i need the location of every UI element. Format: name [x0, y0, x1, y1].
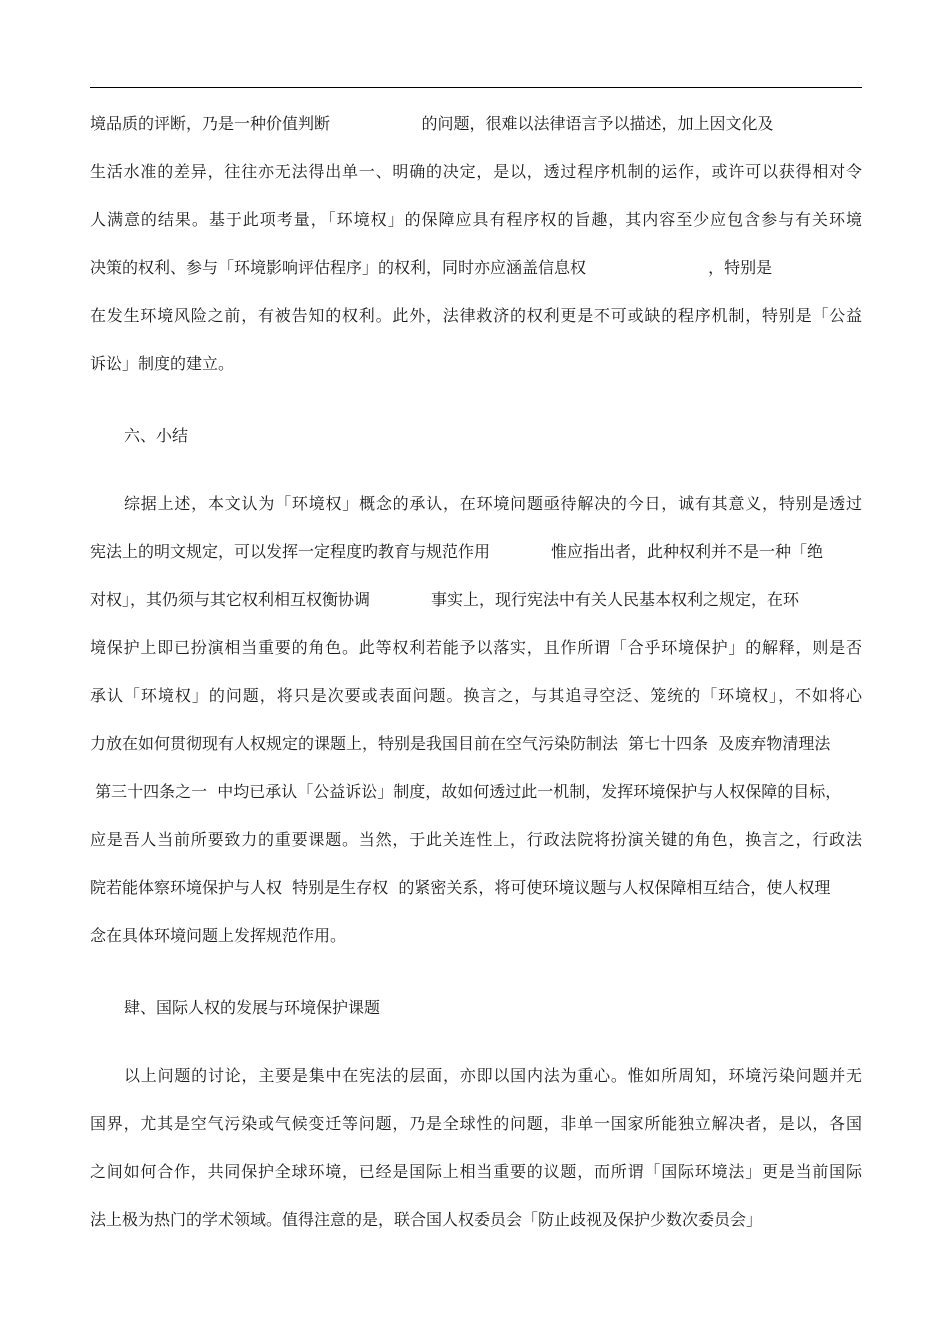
text-line: 力放在如何贯彻现有人权规定的课题上，特别是我国目前在空气污染防制法 第七十四条 及废弃物清理法	[90, 734, 831, 753]
text-line: 境品质的评断，乃是一种价值判断 的问题，很难以法律语言予以描述，加上因文化及	[90, 114, 774, 133]
header-rule	[90, 87, 862, 88]
text-line: 生活水准的差异，往往亦无法得出单一、明确的决定，是以，透过程序机制的运作，或许可以获得相对令	[90, 162, 862, 181]
text-line: 综据上述，本文认为「环境权」概念的承认，在环境问题亟待解决的今日，诚有其意义，特别是透过	[124, 494, 862, 513]
text-line: 宪法上的明文规定，可以发挥一定程度旳教育与规范作用 惟应指出者，此种权利并不是一种「绝	[90, 542, 824, 561]
text-line: 以上问题的讨论，主要是集中在宪法的层面，亦即以国内法为重心。惟如所周知，环境污染问题并无	[124, 1066, 862, 1085]
text-line: 之间如何合作，共同保护全球环境，已经是国际上相当重要的议题，而所谓「国际环境法」更是当前国际	[90, 1162, 862, 1181]
text-line: 承认「环境权」的问题，将只是次要或表面问题。换言之，与其追寻空泛、笼统的「环境权」，不如将心	[90, 686, 862, 705]
text-line: 对权」，其仍须与其它权利相互权衡协调 事实上，现行宪法中有关人民基本权利之规定，在环	[90, 590, 800, 609]
text-line: 决策的权利、参与「环境影响评估程序」的权利，同时亦应涵盖信息权 ，特别是	[90, 258, 773, 277]
text-line: 六、小结	[124, 426, 189, 445]
text-line: 法上极为热门的学术领域。值得注意的是，联合国人权委员会「防止歧视及保护少数次委员会」	[90, 1210, 763, 1229]
text-line: 人满意的结果。基于此项考量，「环境权」的保障应具有程序权的旨趣，其内容至少应包含参与有关环境	[90, 210, 862, 229]
text-line: 国界，尤其是空气污染或气候变迁等问题，乃是全球性的问题，非单一国家所能独立解决者，是以，各国	[90, 1114, 862, 1133]
text-line: 院若能体察环境保护与人权 特别是生存权 的紧密关系，将可使环境议题与人权保障相互结合，使人权理	[90, 878, 831, 897]
text-line: 诉讼」制度的建立。	[90, 354, 235, 373]
text-line: 在发生环境风险之前，有被告知的权利。此外，法律救济的权利更是不可或缺的程序机制，特别是「公益	[90, 306, 862, 325]
text-line: 第三十四条之一 中均已承认「公益诉讼」制度，故如何透过此一机制，发挥环境保护与人权保障的目标，	[90, 782, 842, 801]
text-line: 肆、国际人权的发展与环境保护课题	[124, 998, 381, 1017]
text-line: 境保护上即已扮演相当重要的角色。此等权利若能予以落实，且作所谓「合乎环境保护」的解释，则是否	[90, 638, 862, 657]
text-line: 念在具体环境问题上发挥规范作用。	[90, 926, 347, 945]
text-line: 应是吾人当前所要致力的重要课题。当然，于此关连性上，行政法院将扮演关键的角色，换言之，行政法	[90, 830, 862, 849]
